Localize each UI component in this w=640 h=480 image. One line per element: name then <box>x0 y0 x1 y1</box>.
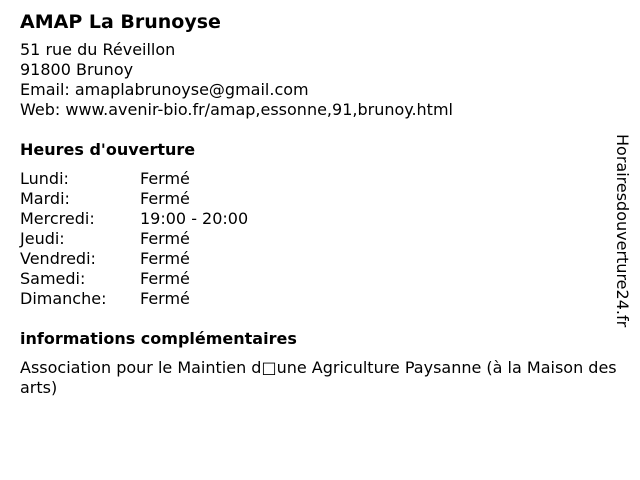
day-hours: Fermé <box>140 289 190 308</box>
info-text: Association pour le Maintien d□une Agriculture Paysanne (à la Maison des arts) <box>20 358 617 397</box>
email-line: Email: amaplabrunoyse@gmail.com <box>20 80 309 99</box>
day-hours: Fermé <box>140 189 190 208</box>
day-label: Mardi: <box>20 189 70 208</box>
address-line-1: 51 rue du Réveillon <box>20 40 176 59</box>
address-line-2: 91800 Brunoy <box>20 60 134 79</box>
hours-row-saturday <box>20 269 632 289</box>
day-label: Jeudi: <box>20 229 65 248</box>
business-name: AMAP La Brunoyse <box>20 11 221 33</box>
business-card <box>20 8 632 398</box>
day-hours: Fermé <box>140 269 190 288</box>
day-label: Lundi: <box>20 169 69 188</box>
day-label: Mercredi: <box>20 209 95 228</box>
info-heading: informations complémentaires <box>20 329 297 348</box>
hours-row-tuesday <box>20 189 632 209</box>
web-line: Web: www.avenir-bio.fr/amap,essonne,91,brunoy.html <box>20 100 453 119</box>
day-hours: Fermé <box>140 169 190 188</box>
hours-row-wednesday <box>20 209 632 229</box>
hours-heading: Heures d'ouverture <box>20 140 196 159</box>
day-label: Vendredi: <box>20 249 96 268</box>
day-label: Dimanche: <box>20 289 107 308</box>
watermark-vertical: Horairesdouverture24.fr <box>613 134 632 328</box>
hours-row-sunday <box>20 289 632 309</box>
day-hours: Fermé <box>140 229 190 248</box>
hours-row-monday <box>20 169 632 189</box>
day-hours: 19:00 - 20:00 <box>140 209 249 228</box>
hours-row-friday <box>20 249 632 269</box>
day-label: Samedi: <box>20 269 86 288</box>
day-hours: Fermé <box>140 249 190 268</box>
hours-row-thursday <box>20 229 632 249</box>
hours-table <box>20 169 632 309</box>
